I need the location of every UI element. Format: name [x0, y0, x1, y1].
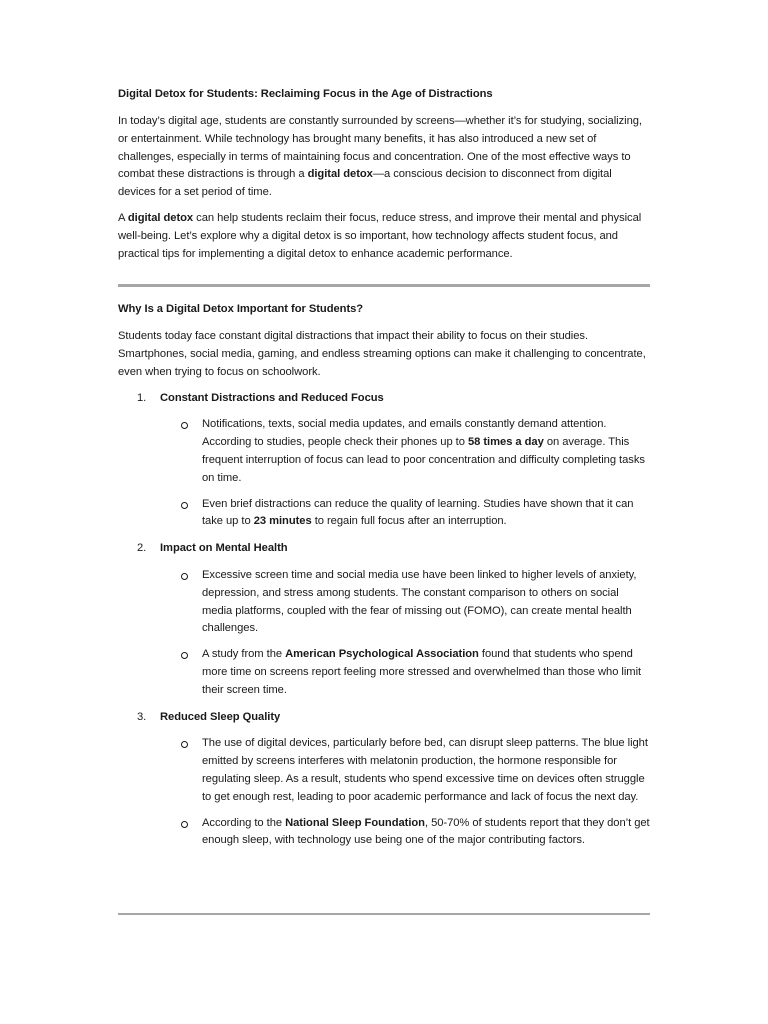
text-span: A [118, 211, 128, 224]
section-divider [118, 284, 650, 287]
text-span: Even brief distractions can reduce the quality of learning. Studies have shown that it can take up to [202, 497, 634, 528]
bullet-item [160, 646, 650, 699]
bold-term: digital detox [307, 168, 373, 181]
bold-term: 23 minutes [253, 515, 312, 528]
section-lead-paragraph: Students today face constant digital distractions that impact their ability to focus on their studies. Smartphones, social media, gaming, and endless streaming options can make it challenging to concentrate, even when trying to focus on schoolwork. [118, 330, 646, 378]
bullet-list [160, 567, 650, 700]
bottom-divider [118, 913, 650, 915]
bullet-item [160, 815, 650, 851]
hollow-circle-bullet-icon [181, 821, 188, 828]
intro-paragraph-2 [118, 210, 650, 263]
list-item-1 [118, 390, 650, 532]
bullet-item [160, 416, 650, 487]
bullet-item [160, 567, 650, 638]
bullet-item [160, 496, 650, 532]
text-span: found that students who spend more time on screens report feeling more stressed and overwhelmed than those who limit their screen time. [202, 648, 642, 696]
document-page [118, 86, 650, 859]
hollow-circle-bullet-icon [181, 741, 188, 748]
bold-term: 58 times a day [467, 436, 544, 449]
list-item-heading: Reduced Sleep Quality [160, 710, 281, 723]
text-span: In today’s digital age, students are constantly surrounded by screens—whether it’s for studying, socializing, or entertainment. While technology has brought many benefits, it has also introduced a new set of challenges, especially in terms of maintaining focus and concentration. One of the most effective ways to combat these distractions is through a [118, 115, 642, 181]
document-title: Digital Detox for Students: Reclaiming Focus in the Age of Distractions [118, 88, 493, 100]
bold-term: American Psychological Association [285, 648, 479, 661]
text-span: Notifications, texts, social media updates, and emails constantly demand attention. According to studies, people check their phones up to [202, 418, 607, 449]
text-span: The use of digital devices, particularly before bed, can disrupt sleep patterns. The blue light emitted by screens interferes with melatonin production, the hormone responsible for regulating sleep. As a result, students who spend excessive time on devices often struggle to get enough rest, leading to poor academic performance and lack of focus the next day. [202, 737, 648, 803]
text-span: on average. This frequent interruption of focus can lead to poor concentration and difficulty completing tasks on time. [202, 436, 645, 484]
list-item-3 [118, 709, 650, 851]
hollow-circle-bullet-icon [181, 652, 188, 659]
list-number: 1. [137, 391, 147, 404]
text-span: According to the [202, 816, 286, 829]
bullet-list [160, 735, 650, 850]
list-number: 2. [137, 542, 147, 555]
list-number: 3. [137, 710, 147, 723]
text-span: —a conscious decision to disconnect from digital devices for a set period of time. [118, 168, 612, 199]
section-heading: Why Is a Digital Detox Important for Students? [118, 303, 364, 316]
hollow-circle-bullet-icon [181, 573, 188, 580]
list-item-heading: Impact on Mental Health [160, 542, 288, 555]
bold-term: National Sleep Foundation [285, 816, 425, 829]
bullet-item [160, 735, 650, 806]
list-item-2 [118, 540, 650, 699]
hollow-circle-bullet-icon [181, 422, 188, 429]
text-span: A study from the [202, 648, 286, 661]
text-span: , 50-70% of students report that they don’t get enough sleep, with technology use being one of the major contributing factors. [202, 816, 650, 847]
text-span: can help students reclaim their focus, reduce stress, and improve their mental and physical well-being. Let’s explore why a digital detox is so important, how technology affects student focus, and practical tips for implementing a digital detox to enhance academic performance. [118, 211, 642, 260]
bold-term: digital detox [127, 211, 194, 224]
text-span: Excessive screen time and social media use have been linked to higher levels of anxiety, depression, and stress among students. The constant comparison to others on social media platforms, coupled with the fear of missing out (FOMO), can create mental health challenges. [202, 568, 637, 635]
hollow-circle-bullet-icon [181, 502, 188, 509]
text-span: to regain full focus after an interruption. [311, 515, 507, 528]
bullet-list [160, 416, 650, 531]
numbered-list [118, 390, 650, 851]
list-item-heading: Constant Distractions and Reduced Focus [160, 391, 384, 404]
intro-paragraph-1 [118, 113, 650, 202]
